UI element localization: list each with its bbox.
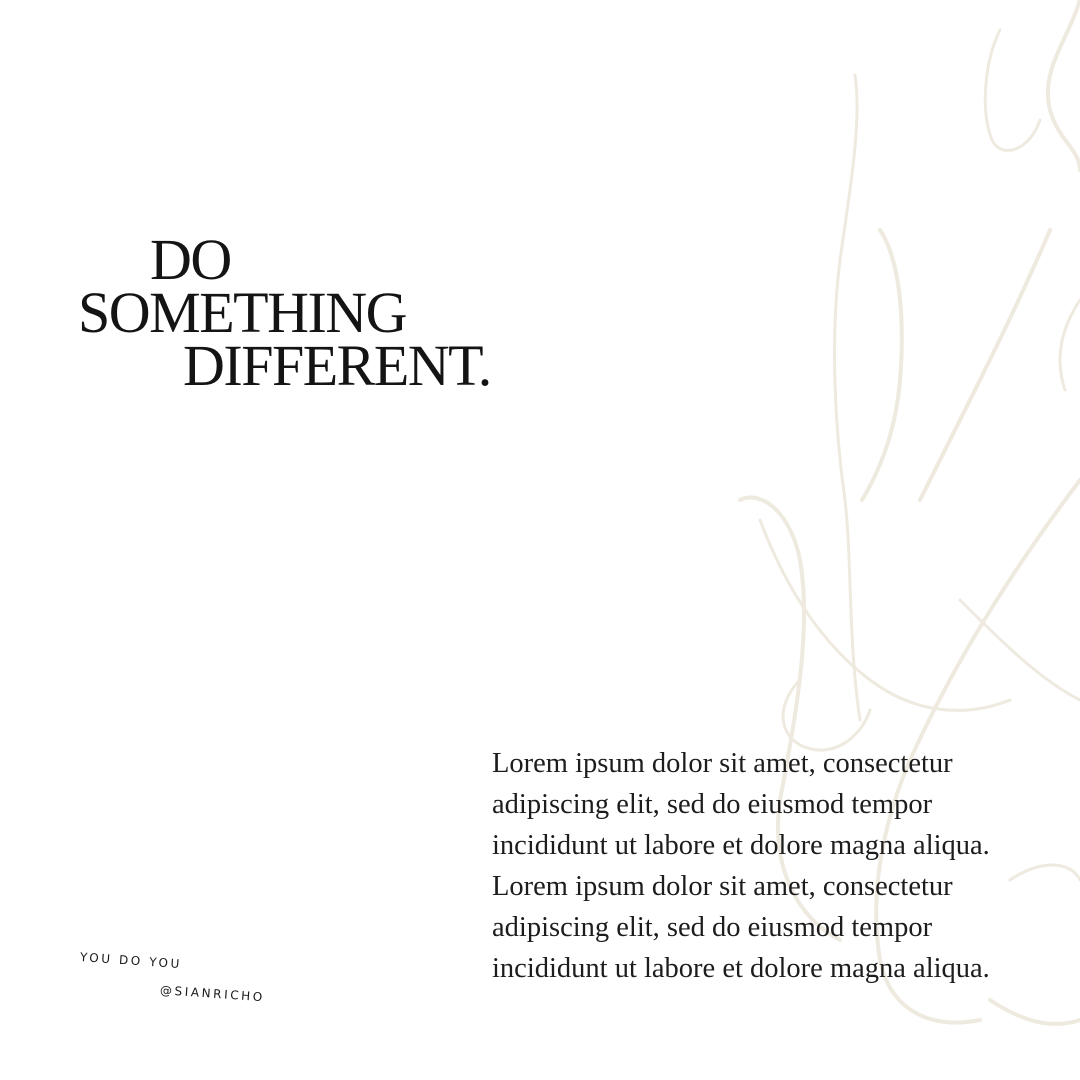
social-handle: @SIANRICHO [159,983,266,1005]
headline-line-2: SOMETHING [78,280,407,345]
tagline: YOU DO YOU [79,950,183,972]
headline-line-3: DIFFERENT. [183,333,491,398]
headline-line-1: DO [150,227,231,292]
body-paragraph: Lorem ipsum dolor sit amet, consectetur adipiscing elit, sed do eiusmod tempor incididunt ut labore et dolore magna aliqua. Lorem ipsum dolor sit amet, consectetur adipiscing elit, sed do eiusmod tempor incididunt ut labore et dolore magna aliqua. [492,748,990,984]
